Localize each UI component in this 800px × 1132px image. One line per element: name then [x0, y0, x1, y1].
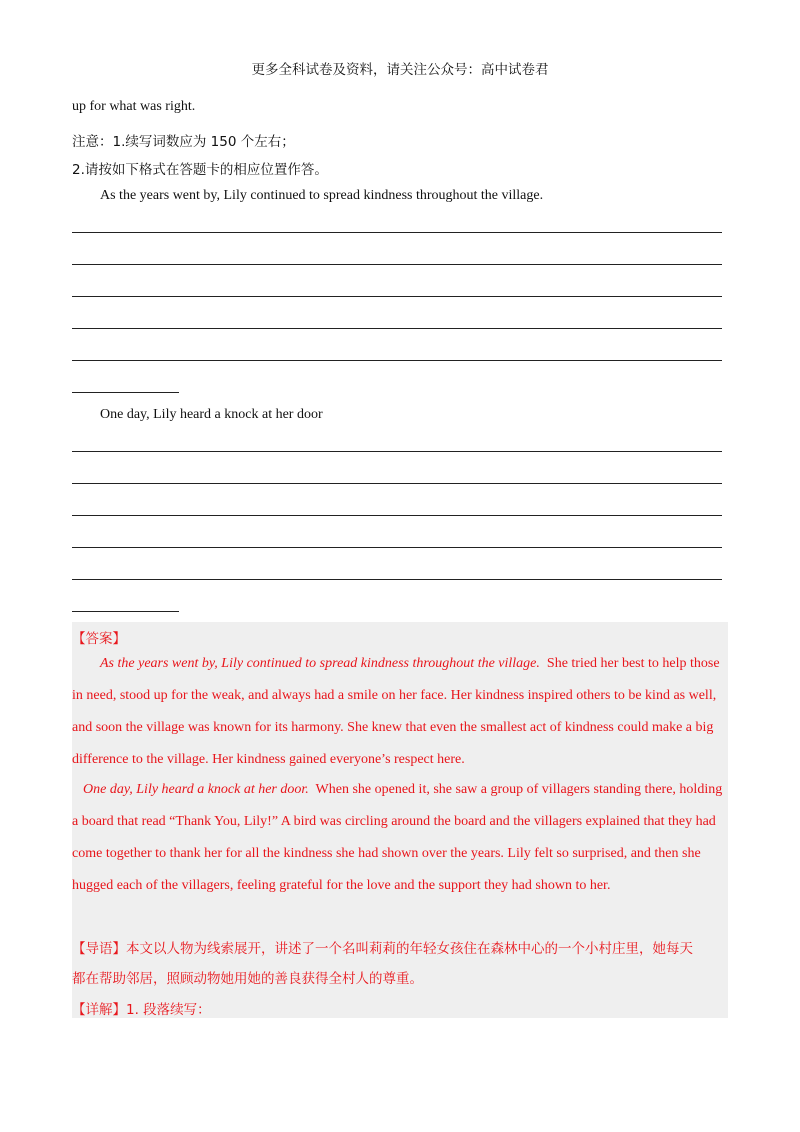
guide-text: 本文以人物为线索展开，讲述了一个名叫莉莉的年轻女孩住在森林中心的一个小村庄里，她每天 [126, 941, 693, 957]
answer-text: When she opened it, she saw a group of villagers standing there, holding [315, 782, 723, 797]
detail-label: 【详解】 [72, 1002, 126, 1018]
writing-line-short [72, 611, 179, 612]
answer-label: 【答案】 [72, 631, 126, 647]
writing-line-short [72, 392, 179, 393]
writing-line [72, 547, 722, 548]
writing-line [72, 515, 722, 516]
writing-line [72, 360, 722, 361]
answer-italic-lead-1: As the years went by, Lily continued to spread kindness throughout the village. [100, 656, 540, 671]
writing-line [72, 232, 722, 233]
note-word-count: 注意：1.续写词数应为 150 个左右； [72, 134, 295, 150]
guide-line-2: 都在帮助邻居，照顾动物她用她的善良获得全村人的尊重。 [72, 971, 423, 987]
writing-line [72, 296, 722, 297]
answer-paragraph-2-line-4: hugged each of the villagers, feeling grateful for the love and the support they had shown to her. [72, 878, 611, 893]
answer-text: She tried her best to help those [546, 656, 720, 671]
answer-paragraph-2-line-3: come together to thank her for all the kindness she had shown over the years. Lily felt so surprised, and then she [72, 846, 701, 861]
writing-line [72, 264, 722, 265]
detail-line [72, 998, 211, 1018]
writing-line [72, 579, 722, 580]
guide-label: 【导语】 [72, 941, 126, 957]
answer-paragraph-1-line-4: difference to the village. Her kindness gained everyone’s respect here. [72, 752, 465, 767]
note-format: 2.请按如下格式在答题卡的相应位置作答。 [72, 162, 328, 178]
answer-paragraph-1-line-1 [100, 656, 720, 672]
answer-paragraph-1-line-2: in need, stood up for the weak, and always had a smile on her face. Her kindness inspired others to be kind as well, [72, 688, 717, 703]
answer-paragraph-1-line-3: and soon the village was known for its harmony. She knew that even the smallest act of kindness could make a big [72, 720, 714, 735]
detail-text: 1. 段落续写： [126, 1002, 211, 1018]
paragraph-prompt-1: As the years went by, Lily continued to spread kindness throughout the village. [100, 188, 544, 203]
guide-line-1 [72, 937, 693, 957]
answer-paragraph-2-line-2: a board that read “Thank You, Lily!” A bird was circling around the board and the villagers explained that they had [72, 814, 716, 829]
answer-paragraph-2-line-1 [83, 782, 722, 798]
writing-line [72, 328, 722, 329]
answer-italic-lead-2: One day, Lily heard a knock at her door. [83, 782, 309, 797]
continued-text: up for what was right. [72, 99, 196, 114]
paragraph-prompt-2: One day, Lily heard a knock at her door [100, 407, 323, 422]
writing-line [72, 483, 722, 484]
writing-line [72, 451, 722, 452]
page-header: 更多全科试卷及资料，请关注公众号：高中试卷君 [251, 62, 549, 78]
